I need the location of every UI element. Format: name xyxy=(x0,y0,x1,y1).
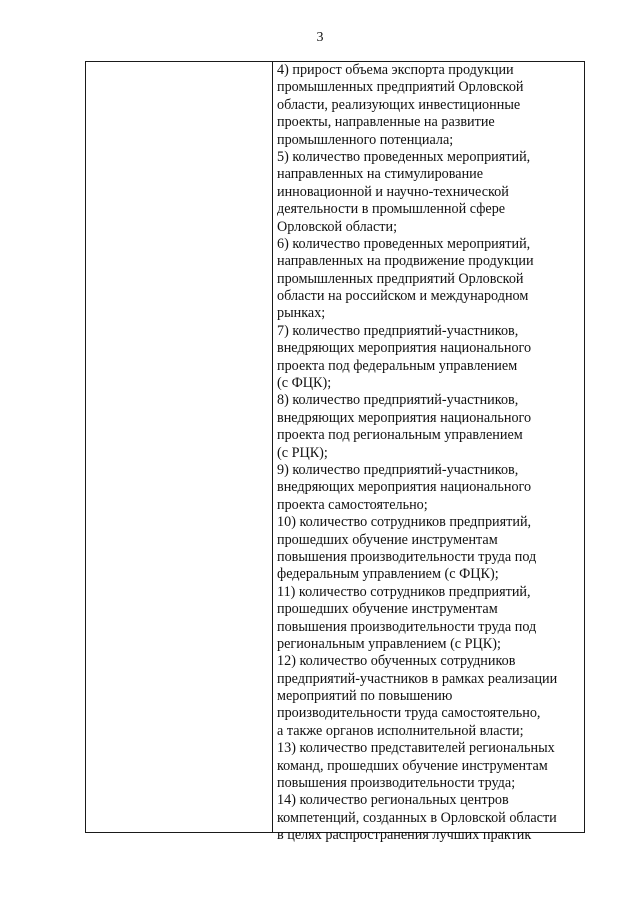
table-cell-right xyxy=(273,62,585,844)
list-item-line: федеральным управлением (с ФЦК); xyxy=(277,566,499,583)
list-item xyxy=(277,236,582,323)
indicator-list xyxy=(277,62,582,845)
list-item-line: прошедших обучение инструментам xyxy=(277,531,498,548)
list-item xyxy=(277,740,582,792)
list-item-line: направленных на стимулирование xyxy=(277,166,484,183)
list-item-line: компетенций, созданных в Орловской области xyxy=(277,809,557,826)
list-item-line: области, реализующих инвестиционные xyxy=(277,96,521,113)
list-item-line: внедряющих мероприятия национального xyxy=(277,340,532,357)
list-item xyxy=(277,514,582,584)
list-item xyxy=(277,62,582,149)
list-item-line: проекты, направленные на развитие xyxy=(277,114,495,131)
list-item-line: 12) количество обученных сотрудников xyxy=(277,653,516,670)
list-item-line: мероприятий по повышению xyxy=(277,688,453,705)
list-item-line: промышленных предприятий Орловской xyxy=(277,79,524,96)
list-item-line: 11) количество сотрудников предприятий, xyxy=(277,583,531,600)
list-item-line: проекта самостоятельно; xyxy=(277,496,428,513)
list-item-line: 14) количество региональных центров xyxy=(277,792,509,809)
table-cell-left xyxy=(86,62,273,832)
list-item-line: 8) количество предприятий-участников, xyxy=(277,392,519,409)
list-item-line: (с РЦК); xyxy=(277,444,328,461)
list-item-line: 9) количество предприятий-участников, xyxy=(277,461,519,478)
list-item-line: деятельности в промышленной сфере xyxy=(277,201,506,218)
list-item-line: 4) прирост объема экспорта продукции xyxy=(277,62,514,78)
list-item-line: повышения производительности труда; xyxy=(277,775,516,792)
list-item-line: в целях распространения лучших практик xyxy=(277,827,532,844)
list-item-line: 7) количество предприятий-участников, xyxy=(277,322,519,339)
list-item-line: рынках; xyxy=(277,305,326,322)
list-item-line: внедряющих мероприятия национального xyxy=(277,409,532,426)
list-item xyxy=(277,584,582,654)
list-item-line: команд, прошедших обучение инструментам xyxy=(277,757,548,774)
document-table xyxy=(85,61,585,844)
list-item xyxy=(277,653,582,740)
list-item-line: а также органов исполнительной власти; xyxy=(277,722,524,739)
list-item-line: промышленного потенциала; xyxy=(277,131,454,148)
list-item-line: промышленных предприятий Орловской xyxy=(277,270,524,287)
list-item-line: 10) количество сотрудников предприятий, xyxy=(277,514,532,531)
list-item-line: внедряющих мероприятия национального xyxy=(277,479,532,496)
list-item-line: области на российском и международном xyxy=(277,288,529,305)
list-item-line: 13) количество представителей региональных xyxy=(277,740,555,757)
page-number: 3 xyxy=(316,30,324,45)
list-item-line: проекта под региональным управлением xyxy=(277,427,523,444)
list-item-line: предприятий-участников в рамках реализации xyxy=(277,670,558,687)
list-item-line: Орловской области; xyxy=(277,218,398,235)
list-item-line: (с ФЦК); xyxy=(277,375,332,392)
list-item xyxy=(277,462,582,514)
list-item xyxy=(277,323,582,393)
list-item-line: инновационной и научно-технической xyxy=(277,183,509,200)
list-item-line: прошедших обучение инструментам xyxy=(277,601,498,618)
list-item-line: производительности труда самостоятельно, xyxy=(277,705,541,722)
list-item xyxy=(277,392,582,462)
list-item-line: проекта под федеральным управлением xyxy=(277,357,518,374)
list-item-line: направленных на продвижение продукции xyxy=(277,253,534,270)
list-item xyxy=(277,792,582,844)
list-item xyxy=(277,149,582,236)
list-item-line: 6) количество проведенных мероприятий, xyxy=(277,235,531,252)
list-item-line: региональным управлением (с РЦК); xyxy=(277,635,501,652)
list-item-line: повышения производительности труда под xyxy=(277,548,537,565)
list-item-line: повышения производительности труда под xyxy=(277,618,537,635)
list-item-line: 5) количество проведенных мероприятий, xyxy=(277,148,531,165)
